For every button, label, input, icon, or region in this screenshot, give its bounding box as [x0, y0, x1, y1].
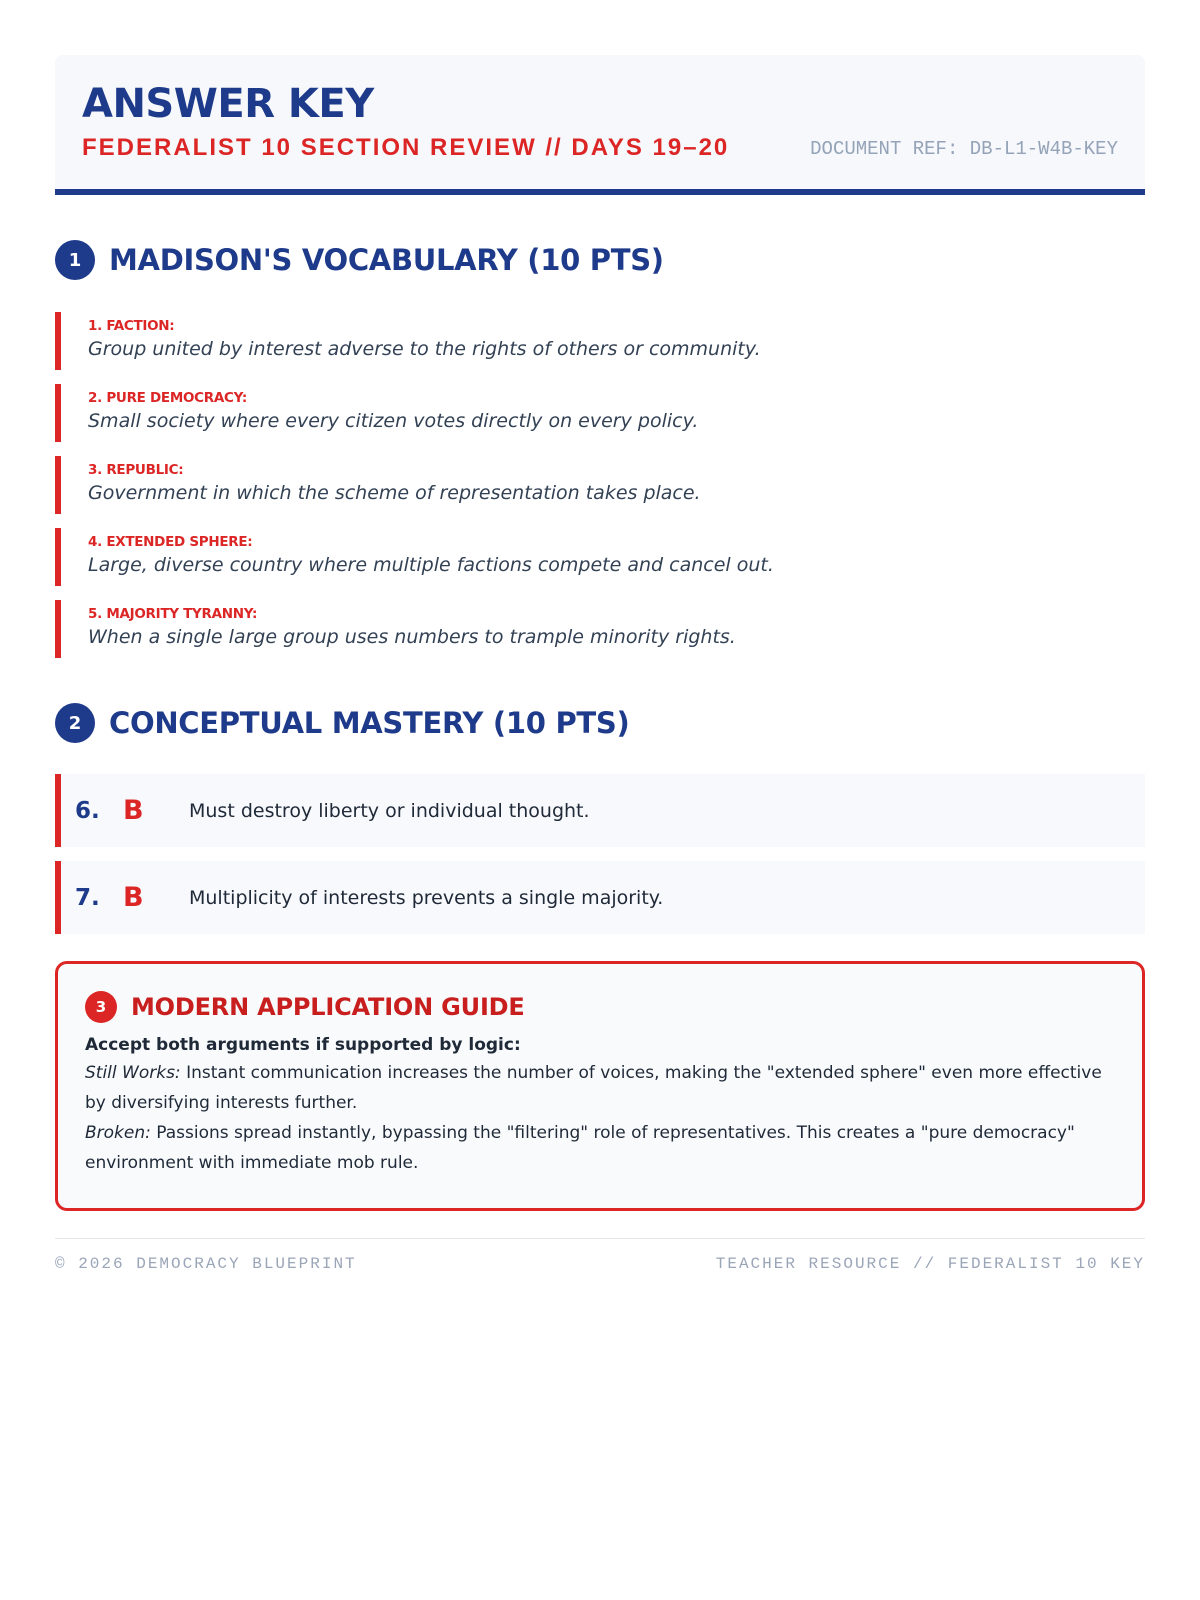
answer-explanation: Multiplicity of interests prevents a single majority.: [189, 886, 664, 909]
guide-point-broken: [85, 1118, 1115, 1178]
vocabulary-definition: When a single large group uses numbers to trample minority rights.: [88, 626, 736, 648]
answer-letter: B: [123, 795, 144, 826]
modern-application-guide: [55, 961, 1145, 1211]
vocabulary-definition: Small society where every citizen votes directly on every policy.: [88, 410, 699, 432]
section-2-heading: [55, 703, 1145, 743]
answer-explanation: Must destroy liberty or individual thought.: [189, 799, 590, 822]
vocabulary-term: 2. PURE DEMOCRACY:: [88, 390, 247, 406]
vocabulary-term: 5. MAJORITY TYRANNY:: [88, 606, 258, 622]
question-number: 7.: [75, 884, 100, 911]
vocabulary-term: 3. REPUBLIC:: [88, 462, 184, 478]
guide-point-label: Still Works:: [85, 1063, 181, 1083]
footer-copyright: © 2026 DEMOCRACY BLUEPRINT: [55, 1254, 357, 1273]
conceptual-mastery-list: [55, 774, 1145, 934]
page-footer: [55, 1238, 1145, 1278]
vocabulary-item: [55, 600, 1145, 658]
vocabulary-item: [55, 456, 1145, 514]
footer-resource-label: TEACHER RESOURCE // FEDERALIST 10 KEY: [715, 1254, 1145, 1273]
vocabulary-definition: Government in which the scheme of representation takes place.: [88, 482, 701, 504]
guide-point-text: Passions spread instantly, bypassing the "filtering" role of representatives. This creates a "pure democracy" environment with immediate mob rule.: [85, 1123, 1075, 1173]
page-subtitle: FEDERALIST 10 SECTION REVIEW // DAYS 19–20: [82, 134, 730, 161]
answer-row: [55, 774, 1145, 847]
vocabulary-item: [55, 384, 1145, 442]
guide-point-still-works: [85, 1058, 1115, 1118]
question-number: 6.: [75, 797, 100, 824]
section-2-title: CONCEPTUAL MASTERY (10 PTS): [109, 706, 630, 740]
vocabulary-item: [55, 312, 1145, 370]
section-2-number-badge: 2: [55, 703, 95, 743]
document-header: [55, 55, 1145, 195]
vocabulary-list: [55, 312, 1145, 658]
vocabulary-term: 4. EXTENDED SPHERE:: [88, 534, 253, 550]
section-3-title: MODERN APPLICATION GUIDE: [131, 993, 525, 1021]
vocabulary-definition: Large, diverse country where multiple factions compete and cancel out.: [88, 554, 774, 576]
page-title: ANSWER KEY: [82, 81, 374, 127]
guide-instruction: Accept both arguments if supported by logic:: [85, 1035, 521, 1055]
vocabulary-item: [55, 528, 1145, 586]
section-1-heading: [55, 240, 1145, 280]
answer-letter: B: [123, 882, 144, 913]
document-reference: DOCUMENT REF: DB-L1-W4B-KEY: [810, 138, 1118, 160]
section-3-heading: [85, 990, 1115, 1024]
section-3-number-badge: 3: [85, 991, 117, 1023]
answer-row: [55, 861, 1145, 934]
guide-point-text: Instant communication increases the number of voices, making the "extended sphere" even more effective by diversifying interests further.: [85, 1063, 1102, 1113]
section-1-number-badge: 1: [55, 240, 95, 280]
vocabulary-definition: Group united by interest adverse to the rights of others or community.: [88, 338, 761, 360]
section-1-title: MADISON'S VOCABULARY (10 PTS): [109, 243, 664, 277]
vocabulary-term: 1. FACTION:: [88, 318, 175, 334]
guide-point-label: Broken:: [85, 1123, 151, 1143]
